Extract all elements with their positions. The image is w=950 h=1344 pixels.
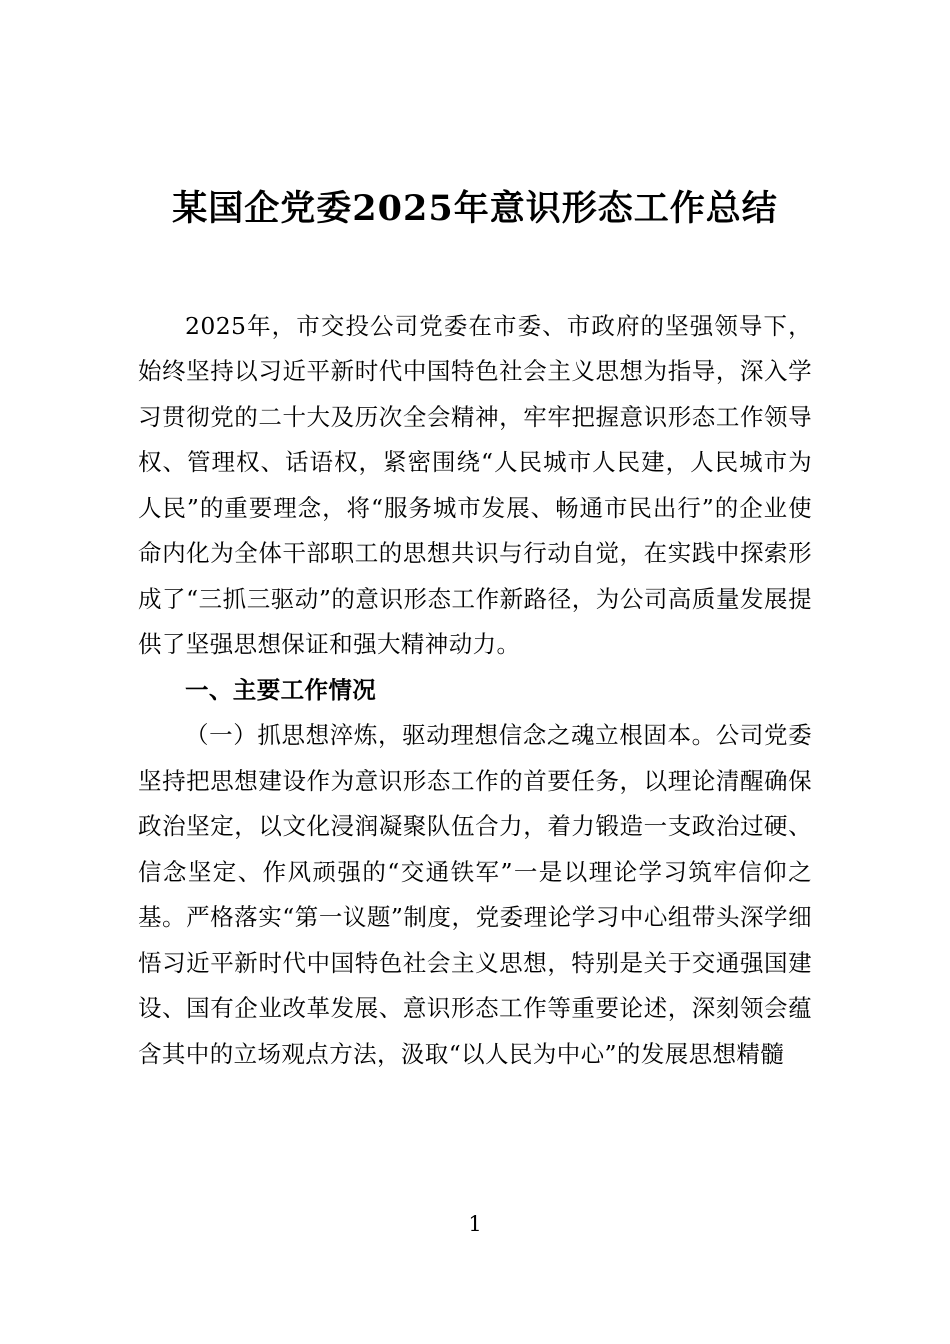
section-heading-main: 一、主要工作情况 [185, 675, 377, 704]
paragraph-intro: 2025年，市交投公司党委在市委、市政府的坚强领导下，始终坚持以习近平新时代中国特色社会主义思想为指导，深入学习贯彻党的二十大及历次全会精神，牢牢把握意识形态工作领导权、管理权、话语权，紧密围绕“人民城市人民建，人民城市为人民”的重要理念，将“服务城市发展、畅通市民出行”的企业使命内化为全体干部职工的思想共识与行动自觉，在实践中探索形成了“三抓三驱动”的意识形态工作新路径，为公司高质量发展提供了坚强思想保证和强大精神动力。 [138, 311, 812, 658]
paragraph-subsection-one: （一）抓思想淬炼，驱动理想信念之魂立根固本。公司党委坚持把思想建设作为意识形态工作的首要任务，以理论清醒确保政治坚定，以文化浸润凝聚队伍合力，着力锻造一支政治过硬、信念坚定、作风顽强的“交通铁军”一是以理论学习筑牢信仰之基。严格落实“第一议题”制度，党委理论学习中心组带头深学细悟习近平新时代中国特色社会主义思想，特别是关于交通强国建设、国有企业改革发展、意识形态工作等重要论述，深刻领会蕴含其中的立场观点方法，汲取“以人民为中心”的发展思想精髓 [138, 721, 812, 1068]
page-title: 某国企党委2025年意识形态工作总结 [172, 188, 778, 229]
page-number: 1 [468, 1212, 482, 1236]
document-body [138, 304, 812, 1078]
